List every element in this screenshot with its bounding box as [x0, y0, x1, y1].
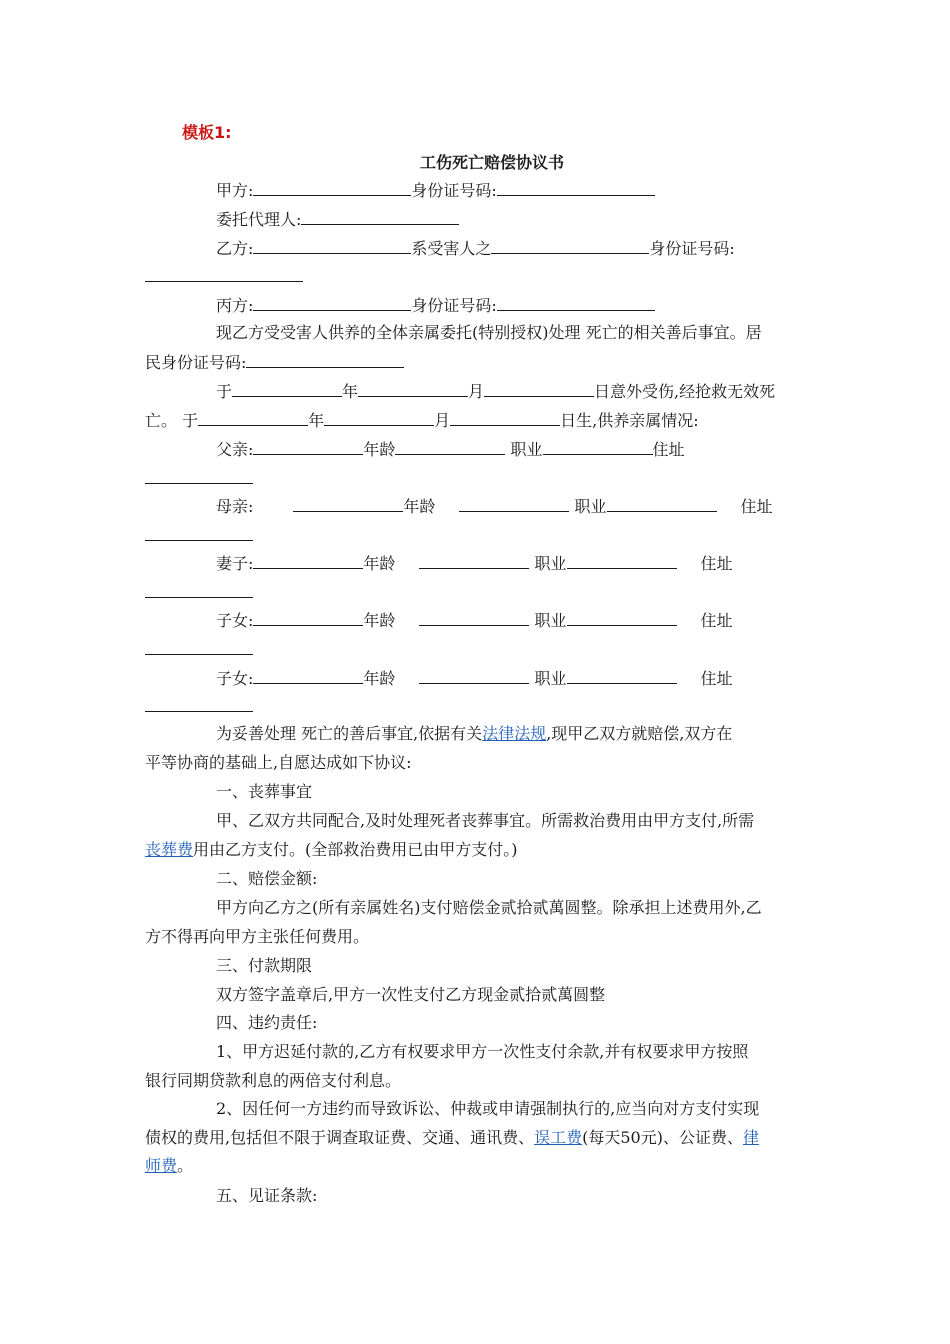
mother-name-blank[interactable] — [293, 495, 403, 512]
child1-name-blank[interactable] — [253, 609, 363, 626]
child2-job-label: 职业 — [534, 669, 567, 688]
lost-wage-link[interactable]: 误工费 — [534, 1128, 583, 1147]
wife-job-blank[interactable] — [567, 552, 677, 569]
deceased-id-blank[interactable] — [246, 351, 404, 368]
injury-day-blank[interactable] — [484, 380, 594, 397]
father-row — [216, 438, 685, 460]
document-title: 工伤死亡赔偿协议书 — [420, 153, 565, 172]
birth-month-blank[interactable] — [324, 409, 434, 426]
section4-heading: 四、违约责任: — [216, 1013, 318, 1032]
funeral-fee-link[interactable]: 丧葬费 — [145, 840, 194, 859]
father-addr-line — [145, 467, 253, 489]
section1-line-2 — [145, 840, 518, 860]
agent-name-blank[interactable] — [301, 208, 459, 225]
section5-heading: 五、见证条款: — [216, 1186, 318, 1205]
father-addr-label: 住址 — [652, 440, 685, 459]
child2-addr-label: 住址 — [700, 669, 733, 688]
injury-line-2 — [145, 409, 699, 431]
intro-id-label: 民身份证号码: — [145, 353, 247, 372]
father-name-blank[interactable] — [253, 438, 363, 455]
intro-line-2 — [145, 351, 404, 373]
birth-yu: 亡。 于 — [145, 411, 199, 430]
mother-addr-line — [145, 524, 253, 546]
child2-age-label: 年龄 — [363, 669, 396, 688]
child1-label: 子女: — [216, 611, 254, 630]
child1-addr-line — [145, 638, 253, 660]
party-c-id-blank[interactable] — [497, 294, 655, 311]
birth-year-label: 年 — [308, 411, 325, 430]
intro-line-1: 现乙方受受害人供养的全体亲属委托(特别授权)处理 死亡的相关善后事宜。居 — [216, 323, 762, 342]
section1-heading: 一、丧葬事宜 — [216, 782, 313, 801]
party-a-name-blank[interactable] — [253, 179, 411, 196]
party-a-line — [216, 179, 655, 201]
injury-month-blank[interactable] — [358, 380, 468, 397]
party-b-id-label: 身份证号码: — [649, 239, 735, 258]
party-c-label: 丙方: — [216, 296, 254, 315]
section2-line-2: 方不得再向甲方主张任何费用。 — [145, 927, 370, 946]
section4-p1-line-2: 银行同期贷款利息的两倍支付利息。 — [145, 1071, 402, 1090]
section4-p2-period: 。 — [177, 1156, 194, 1175]
wife-age-blank[interactable] — [419, 552, 529, 569]
lawyer-fee-link-part2[interactable]: 师费 — [145, 1156, 178, 1175]
mother-age-label: 年龄 — [403, 497, 436, 516]
injury-day-text: 日意外受伤,经抢救无效死 — [594, 382, 776, 401]
father-job-label: 职业 — [510, 440, 543, 459]
section3-line-1: 双方签字盖章后,甲方一次性支付乙方现金贰拾贰萬圆整 — [216, 985, 606, 1004]
party-a-id-label: 身份证号码: — [411, 181, 497, 200]
wife-addr-line — [145, 581, 253, 603]
father-age-label: 年龄 — [363, 440, 396, 459]
section1-text-b: 用由乙方支付。(全部救治费用已由甲方支付。) — [193, 840, 518, 859]
child2-age-blank[interactable] — [419, 667, 529, 684]
father-label: 父亲: — [216, 440, 254, 459]
section2-heading: 二、赔偿金额: — [216, 869, 318, 888]
father-addr-blank[interactable] — [145, 467, 253, 484]
party-a-label: 甲方: — [216, 181, 254, 200]
wife-job-label: 职业 — [534, 554, 567, 573]
child2-job-blank[interactable] — [567, 667, 677, 684]
purpose-line-1 — [216, 724, 732, 744]
party-b-name-blank[interactable] — [253, 237, 411, 254]
section2-line-1: 甲方向乙方之(所有亲属姓名)支付赔偿金贰拾贰萬圆整。除承担上述费用外,乙 — [216, 898, 762, 917]
mother-job-label: 职业 — [574, 497, 607, 516]
wife-name-blank[interactable] — [253, 552, 363, 569]
child1-age-label: 年龄 — [363, 611, 396, 630]
party-b-line — [216, 237, 735, 259]
wife-age-label: 年龄 — [363, 554, 396, 573]
mother-label: 母亲: — [216, 497, 254, 516]
party-b-relation: 系受害人之 — [411, 239, 492, 258]
template-label: 模板1: — [182, 123, 232, 142]
agent-label: 委托代理人: — [216, 210, 302, 229]
section4-p2-line-1: 2、因任何一方违约而导致诉讼、仲裁或申请强制执行的,应当向对方支付实现 — [216, 1099, 760, 1118]
party-b-id-blank[interactable] — [145, 265, 303, 282]
party-b-relation-blank[interactable] — [491, 237, 649, 254]
injury-year-label: 年 — [342, 382, 359, 401]
child1-row — [216, 609, 733, 631]
section4-p2-line-3 — [145, 1156, 193, 1176]
party-b-id-line — [145, 265, 303, 287]
birth-month-label: 月 — [434, 411, 451, 430]
party-c-line — [216, 294, 655, 316]
injury-yu: 于 — [216, 382, 233, 401]
purpose-line-2: 平等协商的基础上,自愿达成如下协议: — [145, 753, 412, 772]
purpose-text-b: ,现甲乙双方就赔偿,双方在 — [546, 724, 733, 743]
child2-label: 子女: — [216, 669, 254, 688]
child1-addr-blank[interactable] — [145, 638, 253, 655]
agent-line — [216, 208, 459, 230]
lawyer-fee-link-part1[interactable]: 律 — [742, 1128, 759, 1147]
child1-job-blank[interactable] — [567, 609, 677, 626]
section4-p2-text-a: 债权的费用,包括但不限于调查取证费、交通、通讯费、 — [145, 1128, 535, 1147]
mother-addr-label: 住址 — [740, 497, 773, 516]
section4-p2-text-b: (每天50元)、公证费、 — [582, 1128, 743, 1147]
party-c-id-label: 身份证号码: — [411, 296, 497, 315]
section3-heading: 三、付款期限 — [216, 956, 313, 975]
section1-line-1: 甲、乙双方共同配合,及时处理死者丧葬事宜。所需救治费用由甲方支付,所需 — [216, 811, 755, 830]
wife-row — [216, 552, 733, 574]
law-link[interactable]: 法律法规 — [482, 724, 547, 743]
mother-age-blank[interactable] — [459, 495, 569, 512]
child2-row — [216, 667, 733, 689]
birth-day-blank[interactable] — [450, 409, 560, 426]
birth-year-blank[interactable] — [198, 409, 308, 426]
birth-day-text: 日生,供养亲属情况: — [560, 411, 699, 430]
child1-job-label: 职业 — [534, 611, 567, 630]
child2-addr-blank[interactable] — [145, 695, 253, 712]
child1-age-blank[interactable] — [419, 609, 529, 626]
father-age-blank[interactable] — [395, 438, 505, 455]
wife-label: 妻子: — [216, 554, 254, 573]
section4-p2-line-2 — [145, 1128, 759, 1148]
injury-month-label: 月 — [468, 382, 485, 401]
child2-addr-line — [145, 695, 253, 717]
injury-line-1 — [216, 380, 775, 402]
party-b-label: 乙方: — [216, 239, 254, 258]
purpose-text-a: 为妥善处理 死亡的善后事宜,依据有关 — [216, 724, 483, 743]
wife-addr-blank[interactable] — [145, 581, 253, 598]
child1-addr-label: 住址 — [700, 611, 733, 630]
mother-addr-blank[interactable] — [145, 524, 253, 541]
mother-job-blank[interactable] — [607, 495, 717, 512]
party-a-id-blank[interactable] — [497, 179, 655, 196]
mother-row — [216, 495, 773, 517]
party-c-name-blank[interactable] — [253, 294, 411, 311]
child2-name-blank[interactable] — [253, 667, 363, 684]
section4-p1-line-1: 1、甲方迟延付款的,乙方有权要求甲方一次性支付余款,并有权要求甲方按照 — [216, 1042, 749, 1061]
wife-addr-label: 住址 — [700, 554, 733, 573]
injury-year-blank[interactable] — [232, 380, 342, 397]
father-job-blank[interactable] — [543, 438, 653, 455]
